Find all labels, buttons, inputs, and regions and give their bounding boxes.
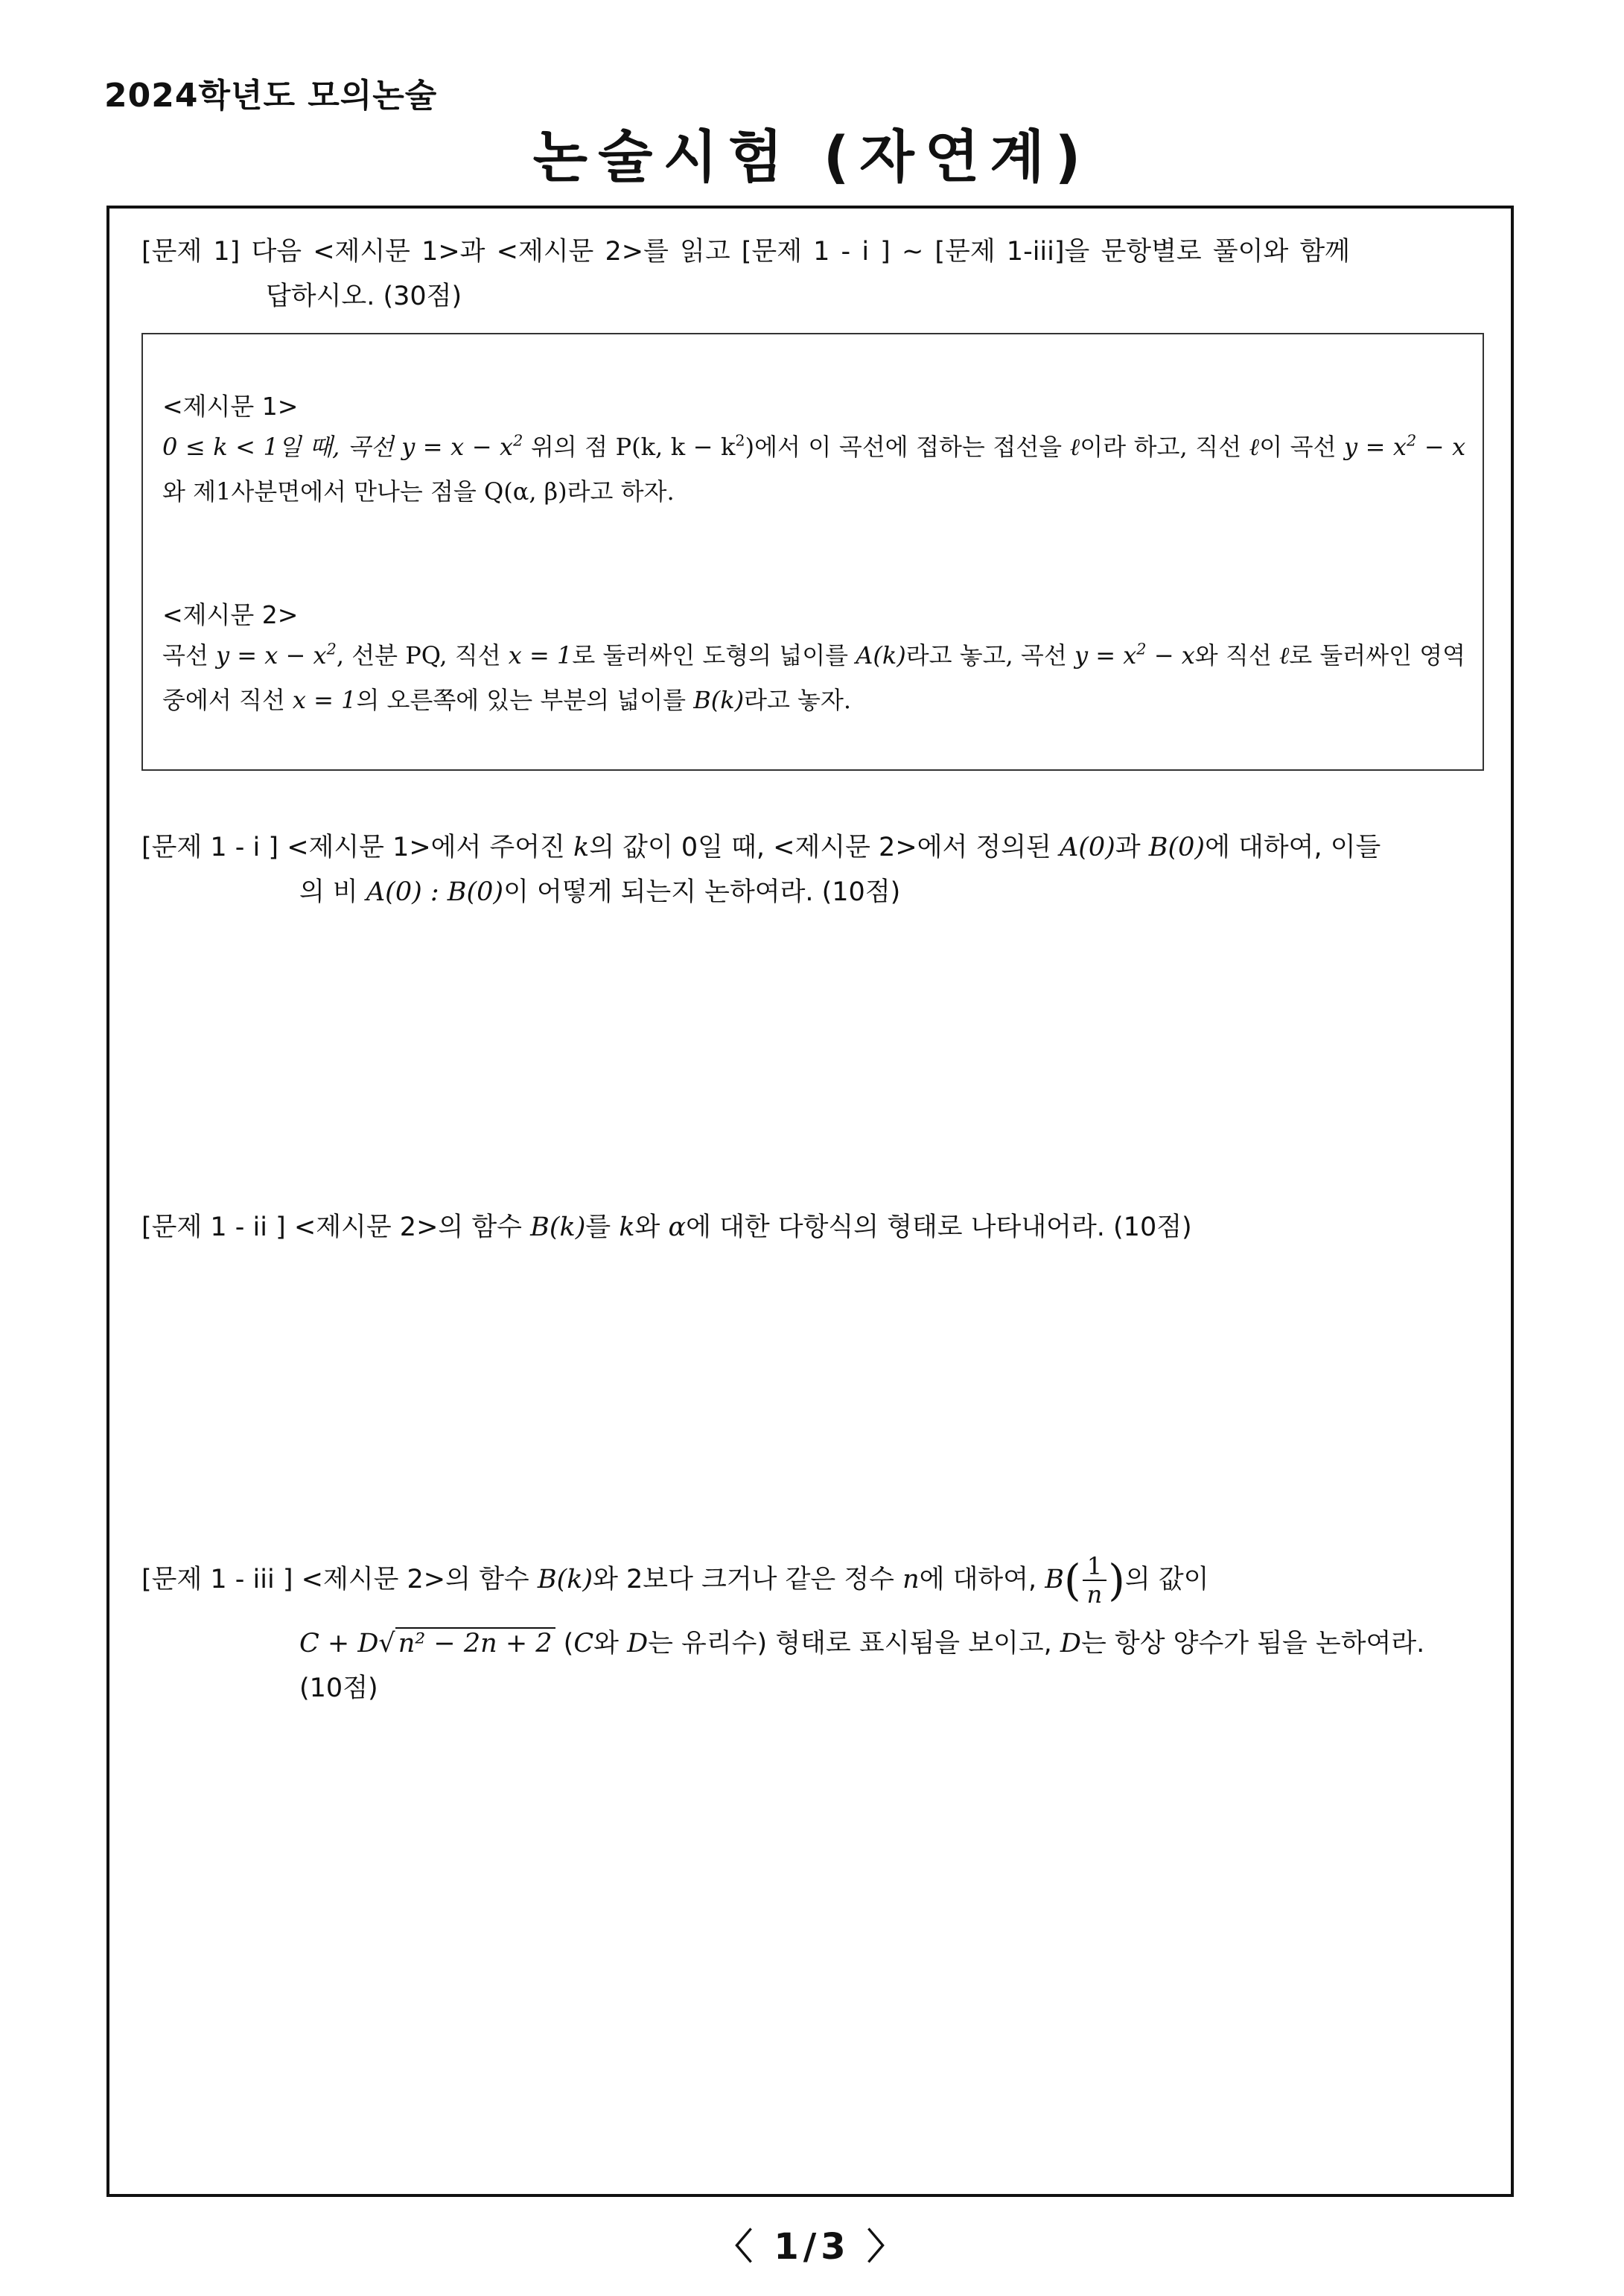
passage2-title: <제시문 2>: [162, 600, 299, 629]
fraction-1-over-n: $\frac{1}{n}$: [1083, 1553, 1107, 1608]
question-1-iii-label: [문제 1 - iii ]: [141, 1565, 293, 1594]
curve-eq-2: $y = x^2 - x$: [1344, 431, 1466, 461]
problem1-line1: [문제 1] 다음 <제시문 1>과 <제시문 2>를 읽고 [문제 1 - i ] ~ [문제 1-iii]을 문항별로 풀이와 함께: [141, 237, 1350, 267]
question-1-iii-score: (10점): [299, 1673, 378, 1703]
question-1-i: [문제 1 - i ] <제시문 1>에서 주어진 k의 값이 0일 때, <제시문 2>에서 정의된 A(0)과 B(0)에 대하여, 이들 의 비 A(0) : B(0)이 어떻게 되는지 논하여라. (10점): [141, 833, 1381, 907]
passage1-text: 0 ≤ k < 1일 때, 곡선 $y = x - x^2$ 위의 점 P(k, $k - k^2$)에서 이 곡선에 접하는 접선을 ℓ이라 하고, 직선 ℓ이 곡선 $y = x^2 - x$와 제1사분면에서 만나는 점을 Q(α, β)라고 하자.: [162, 431, 1466, 506]
curve-eq-1: $y = x - x^2$: [401, 431, 523, 461]
question-1-iii: [문제 1 - iii ] <제시문 2>의 함수 B(k)와 2보다 크거나 같은 정수 n에 대하여, B( $\frac{1}{n}$ )의 값이 C + D√ n² − 2n + 2 (C와 D는 유리수) 형태로 표시됨을 보이고, D는 항상 양수가 됨을 논하여라. (10점): [141, 1553, 1489, 1711]
problem1-line2: 답하시오. (30점): [266, 282, 462, 311]
passage2-text: 곡선 $y = x - x^2$, 선분 PQ, 직선 x = 1로 둘러싸인 도형의 넓이를 A(k)라고 놓고, 곡선 $y = x^2 - x$와 직선 ℓ로 둘러싸인 영역 중에서 직선 x = 1의 오른쪽에 있는 부분의 넓이를 B(k)라고 놓자.: [162, 640, 1466, 714]
page-title: 논술시험 (자연계): [532, 124, 1092, 190]
page-number: 〈 1/3 〉: [716, 2226, 908, 2268]
question-1-i-label: [문제 1 - i ]: [141, 833, 279, 862]
question-1-ii-label: [문제 1 - ii ]: [141, 1212, 286, 1242]
passage1-title: <제시문 1>: [162, 392, 299, 421]
square-root: √ n² − 2n + 2: [378, 1627, 555, 1659]
problem1-instruction: [141, 229, 1489, 319]
header-label: 2024학년도 모의논술: [104, 77, 438, 115]
question-1-ii: [문제 1 - ii ] <제시문 2>의 함수 B(k)를 k와 α에 대한 다항식의 형태로 나타내어라. (10점): [141, 1212, 1192, 1242]
